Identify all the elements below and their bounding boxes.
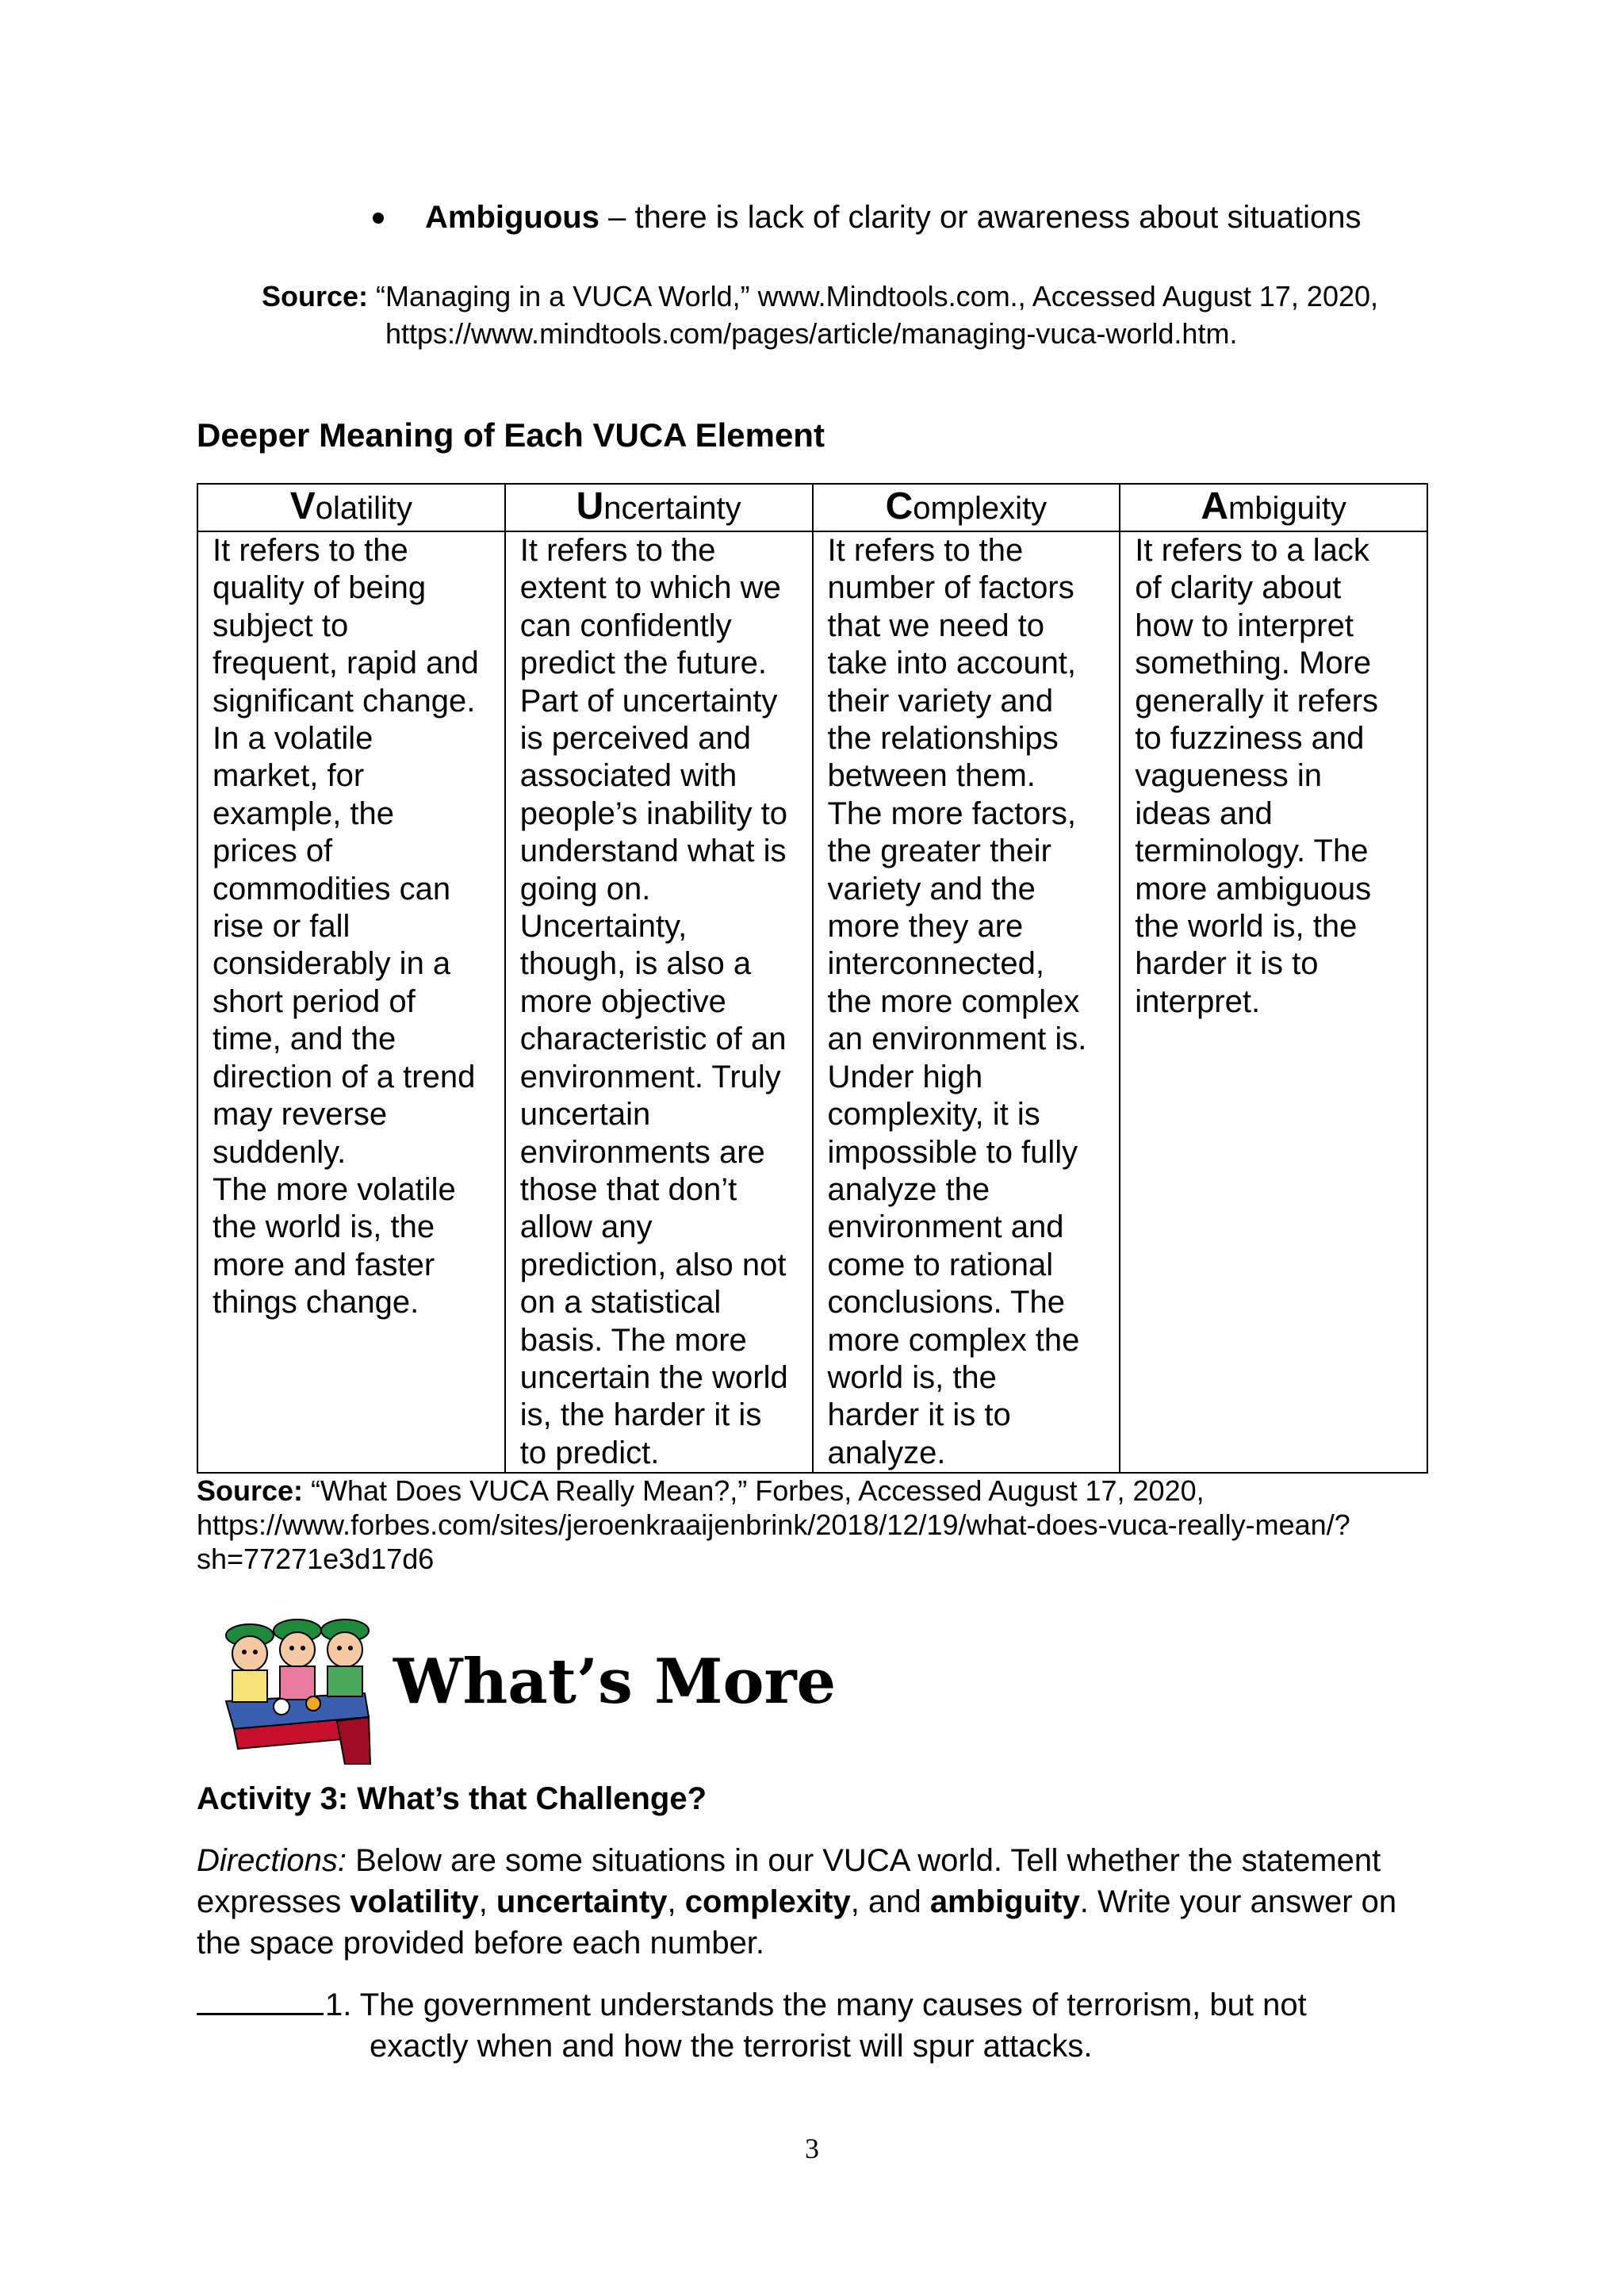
cell-complexity bbox=[813, 531, 1120, 1473]
kids-logo-illustration bbox=[218, 1618, 377, 1765]
cell-line: It refers to the bbox=[213, 533, 408, 568]
header-uncertainty bbox=[505, 484, 813, 531]
header-rest: olatility bbox=[315, 491, 413, 526]
cell-line: harder it is to bbox=[1135, 946, 1319, 982]
kids-illustration-icon bbox=[218, 1618, 377, 1765]
cell-line: analyze the bbox=[827, 1171, 990, 1207]
cell-line: terminology. The bbox=[1135, 834, 1369, 869]
cell-line: quality of being bbox=[213, 570, 427, 606]
cell-line: going on. bbox=[519, 871, 651, 907]
cell-line: conclusions. The bbox=[827, 1285, 1065, 1320]
separator: , bbox=[667, 1884, 685, 1919]
cell-line: short period of bbox=[213, 983, 416, 1019]
bullet-text bbox=[425, 197, 1361, 238]
cell-line: suddenly. bbox=[213, 1134, 347, 1170]
cell-line: how to interpret bbox=[1135, 608, 1354, 643]
source-citation-1 bbox=[262, 278, 1378, 352]
cell-line: direction of a trend bbox=[213, 1059, 476, 1094]
vuca-table bbox=[197, 483, 1428, 1474]
cell-line: predict the future. bbox=[519, 646, 768, 681]
cell-line: things change. bbox=[213, 1285, 419, 1320]
header-rest: ncertainty bbox=[603, 491, 741, 526]
cell-line: prediction, also not bbox=[519, 1247, 787, 1282]
source-text: “Managing in a VUCA World,” www.Mindtools.com., Accessed August 17, 2020, bbox=[368, 280, 1379, 312]
cell-line: The more volatile bbox=[213, 1171, 456, 1207]
directions-paragraph bbox=[197, 1840, 1434, 1964]
cell-line: world is, the bbox=[827, 1359, 997, 1395]
question-text: The government understands the many causes of terrorism, but not bbox=[351, 1987, 1307, 2022]
question-number: 1. bbox=[325, 1987, 352, 2022]
cell-line: impossible to fully bbox=[827, 1134, 1078, 1170]
cell-line: is, the harder it is bbox=[519, 1397, 762, 1433]
cell-line: more they are bbox=[827, 909, 1024, 945]
cell-line: can confidently bbox=[519, 608, 732, 643]
cell-line: complexity, it is bbox=[827, 1097, 1040, 1133]
cell-line: rise or fall bbox=[213, 909, 350, 945]
cell-line: Part of uncertainty bbox=[519, 683, 778, 719]
header-complexity bbox=[813, 484, 1120, 531]
cell-line: frequent, rapid and bbox=[213, 646, 479, 681]
cell-line: harder it is to bbox=[827, 1397, 1011, 1433]
cell-line: the world is, the bbox=[1135, 909, 1358, 945]
question-1 bbox=[197, 1984, 1434, 2067]
keyword-uncertainty: uncertainty bbox=[496, 1884, 668, 1919]
cell-line: the greater their bbox=[827, 834, 1051, 869]
cell-line: market, for bbox=[213, 758, 365, 794]
keyword-ambiguity: ambiguity bbox=[929, 1884, 1080, 1919]
cell-line: significant change. bbox=[213, 683, 476, 719]
cell-line: to predict. bbox=[519, 1435, 660, 1470]
cell-line: of clarity about bbox=[1135, 570, 1342, 606]
header-ambiguity bbox=[1120, 484, 1427, 531]
bullet-definition: – there is lack of clarity or awareness about situations bbox=[599, 200, 1362, 235]
cell-line: Uncertainty, bbox=[519, 909, 688, 945]
cell-line: The more factors, bbox=[827, 795, 1076, 831]
header-initial: V bbox=[289, 485, 316, 527]
cell-line: time, and the bbox=[213, 1022, 396, 1057]
table-row bbox=[197, 531, 1427, 1473]
cell-line: environments are bbox=[519, 1134, 765, 1170]
directions-text: Below are some situations in our VUCA world. Tell whether the statement expresses bbox=[197, 1843, 1381, 1919]
keyword-volatility: volatility bbox=[350, 1884, 479, 1919]
cell-line: the world is, the bbox=[213, 1209, 435, 1245]
cell-line: subject to bbox=[213, 608, 349, 643]
cell-line: number of factors bbox=[827, 570, 1074, 606]
cell-line: on a statistical bbox=[519, 1285, 722, 1320]
cell-line: those that don’t bbox=[519, 1171, 737, 1207]
cell-line: an environment is. bbox=[827, 1022, 1087, 1057]
section-heading: Deeper Meaning of Each VUCA Element bbox=[197, 416, 825, 454]
cell-line: come to rational bbox=[827, 1247, 1054, 1282]
header-rest: mbiguity bbox=[1228, 491, 1346, 526]
source-label: Source: bbox=[262, 280, 369, 312]
cell-line: though, is also a bbox=[519, 946, 752, 982]
activity-title: Activity 3: What’s that Challenge? bbox=[197, 1781, 707, 1816]
cell-line: considerably in a bbox=[213, 946, 451, 982]
source-citation-2 bbox=[197, 1474, 1434, 1576]
cell-line: understand what is bbox=[519, 834, 787, 869]
cell-line: extent to which we bbox=[519, 570, 781, 606]
page-number: 3 bbox=[805, 2133, 819, 2164]
cell-line: their variety and bbox=[827, 683, 1054, 719]
cell-line: uncertain the world bbox=[519, 1359, 788, 1395]
cell-line: variety and the bbox=[827, 871, 1036, 907]
cell-line: people’s inability to bbox=[519, 795, 788, 831]
cell-line: vagueness in bbox=[1135, 758, 1322, 794]
cell-line: interconnected, bbox=[827, 946, 1045, 982]
header-initial: A bbox=[1201, 485, 1228, 527]
directions-text: . Write your answer on the space provided before each number. bbox=[197, 1884, 1397, 1961]
cell-line: ideas and bbox=[1135, 795, 1273, 831]
cell-uncertainty bbox=[505, 531, 813, 1473]
cell-line: more and faster bbox=[213, 1247, 435, 1282]
cell-line: to fuzziness and bbox=[1135, 721, 1365, 757]
bullet-dot bbox=[373, 213, 384, 224]
source-text: “What Does VUCA Really Mean?,” Forbes, Accessed August 17, 2020, https://www.forbes.com/sites/jeroenkraaijenbrink/2018/12/19/what-does-vuca-really-mean/?sh=77271e3d17d6 bbox=[197, 1474, 1350, 1575]
cell-line: Under high bbox=[827, 1059, 983, 1094]
directions-label: Directions: bbox=[197, 1843, 347, 1878]
cell-line: It refers to a lack bbox=[1135, 533, 1369, 568]
cell-line: interpret. bbox=[1135, 983, 1261, 1019]
cell-line: may reverse bbox=[213, 1097, 388, 1133]
table-header-row bbox=[197, 484, 1427, 531]
header-volatility bbox=[197, 484, 505, 531]
header-initial: U bbox=[576, 485, 604, 527]
source-url: https://www.mindtools.com/pages/article/managing-vuca-world.htm. bbox=[385, 317, 1238, 350]
cell-line: commodities can bbox=[213, 871, 451, 907]
cell-line: In a volatile bbox=[213, 721, 373, 757]
cell-line: environment and bbox=[827, 1209, 1064, 1245]
cell-ambiguity bbox=[1120, 531, 1427, 1473]
cell-line: the relationships bbox=[827, 721, 1059, 757]
separator: , and bbox=[850, 1884, 930, 1919]
cell-line: something. More bbox=[1135, 646, 1372, 681]
cell-line: that we need to bbox=[827, 608, 1045, 643]
cell-line: example, the bbox=[213, 795, 395, 831]
answer-blank[interactable] bbox=[197, 1984, 324, 2015]
cell-line: environment. Truly bbox=[519, 1059, 781, 1094]
cell-line: the more complex bbox=[827, 983, 1080, 1019]
cell-line: more complex the bbox=[827, 1322, 1080, 1358]
section-title-whats-more: What’s More bbox=[393, 1646, 837, 1718]
cell-line: more ambiguous bbox=[1135, 871, 1372, 907]
cell-line: analyze. bbox=[827, 1435, 946, 1470]
separator: , bbox=[478, 1884, 496, 1919]
bullet-term: Ambiguous bbox=[425, 200, 599, 235]
cell-line: allow any bbox=[519, 1209, 653, 1245]
cell-line: It refers to the bbox=[519, 533, 716, 568]
cell-line: characteristic of an bbox=[519, 1022, 787, 1057]
header-rest: omplexity bbox=[913, 491, 1048, 526]
cell-line: It refers to the bbox=[827, 533, 1024, 568]
cell-volatility bbox=[197, 531, 505, 1473]
cell-line: is perceived and bbox=[519, 721, 752, 757]
cell-line: take into account, bbox=[827, 646, 1077, 681]
cell-line: uncertain bbox=[519, 1097, 651, 1133]
cell-line: generally it refers bbox=[1135, 683, 1379, 719]
cell-line: basis. The more bbox=[519, 1322, 747, 1358]
cell-line: prices of bbox=[213, 834, 333, 869]
cell-line: more objective bbox=[519, 983, 726, 1019]
header-initial: C bbox=[885, 485, 914, 527]
keyword-complexity: complexity bbox=[684, 1884, 851, 1919]
cell-line: between them. bbox=[827, 758, 1036, 794]
source-label: Source: bbox=[197, 1474, 304, 1507]
cell-line: associated with bbox=[519, 758, 737, 794]
question-text-continued: exactly when and how the terrorist will spur attacks. bbox=[370, 2029, 1093, 2064]
